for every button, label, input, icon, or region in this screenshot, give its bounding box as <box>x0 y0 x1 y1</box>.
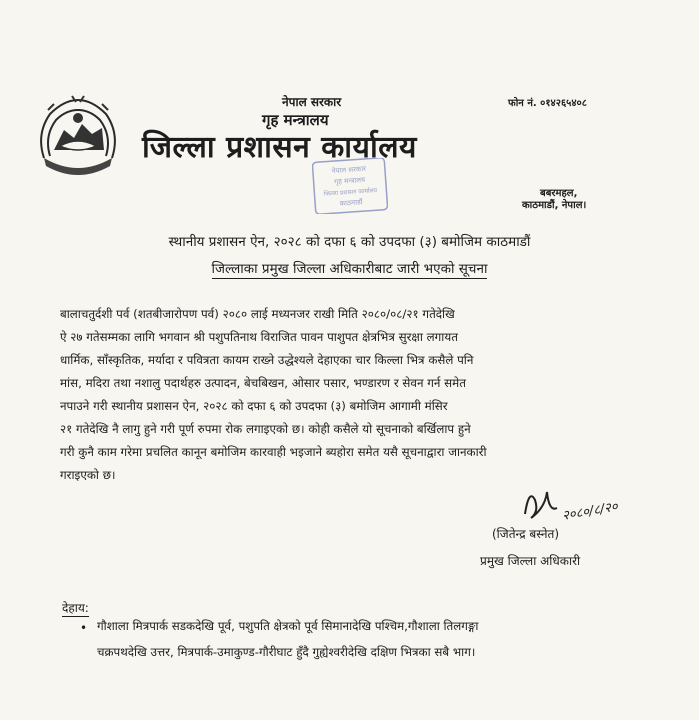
notice-heading-2-text: जिल्लाका प्रमुख जिल्ला अधिकारीबाट जारी भएको सूचना <box>211 261 488 277</box>
stamp-text-4: काठमाडौं <box>339 198 363 208</box>
body-line: गराइएको छ। <box>60 468 116 482</box>
signer-title: प्रमुख जिल्ला अधिकारी <box>480 554 581 568</box>
body-line: २१ गतेदेखि नै लागु हुने गरी पूर्ण रुपमा रोक लगाइएको छ। कोही कसैले यो सूचनाको बर्खिलाप हुने <box>60 422 471 436</box>
body-line: बालाचतुर्दशी पर्व (शतबीजारोपण पर्व) २०८० लाई मध्यनजर राखी मिति २०८०/०८/२१ गतेदेखि <box>60 307 455 321</box>
boundary-label: देहाय: <box>62 601 89 615</box>
notice-heading-1: स्थानीय प्रशासन ऐन, २०२८ को दफा ६ को उपदफा (३) बमोजिम काठमाडौं <box>168 234 531 250</box>
signature <box>505 478 655 528</box>
boundary-line-1: गौशाला मित्रपार्क सडकदेखि पूर्व, पशुपति क्षेत्रको पूर्व सिमानादेखि पश्चिम,गौशाला तिलगङ्गा <box>97 619 479 633</box>
address-line-1: बबरमहल, <box>540 188 578 199</box>
body-line: धार्मिक, साँस्कृतिक, मर्यादा र पवित्रता कायम राख्ने उद्धेश्यले देहाएका चार किल्ला भित्र कसैले पनि <box>60 353 474 367</box>
body-line: ऐ २७ गतेसम्मका लागि भगवान श्री पशुपतिनाथ विराजित पावन पाशुपत क्षेत्रभित्र सुरक्षा लगायत <box>60 330 458 344</box>
stamp-text-3: जिल्ला प्रशासन कार्यालय <box>323 187 378 198</box>
body-line: मांस, मदिरा तथा नशालु पदार्थहरु उत्पादन, बेचबिखन, ओसार पसार, भण्डारण र सेवन गर्न समेत <box>60 376 466 390</box>
notice-heading-2 <box>0 259 699 277</box>
address-line-2: काठमाडौं, नेपाल। <box>522 200 587 211</box>
boundary-line-2: चक्रपथदेखि उत्तर, मित्रपार्क-उमाकुण्ड-गौरीघाट हुँदै गुह्येश्वरीदेखि दक्षिण भित्रका सबै भाग। <box>97 645 476 659</box>
signature-date: २०८०/८/२० <box>561 499 619 524</box>
stamp-text-2: गृह मन्त्रालय <box>333 175 366 187</box>
government-name: नेपाल सरकार <box>282 95 342 109</box>
bullet-icon: • <box>80 621 88 635</box>
nepal-emblem-icon <box>30 88 126 184</box>
body-line: नपाउने गरी स्थानीय प्रशासन ऐन, २०२८ को दफा ६ को उपदफा (३) बमोजिम आगामी मंसिर <box>60 399 448 413</box>
signer-name: (जितेन्द्र बस्नेत) <box>492 527 560 541</box>
ministry-name: गृह मन्त्रालय <box>262 111 329 129</box>
body-line: गरी कुनै काम गरेमा प्रचलित कानून बमोजिम कारवाही भइजाने ब्यहोरा समेत यसै सूचनाद्वारा जानकारी <box>60 445 487 459</box>
office-title: जिल्ला प्रशासन कार्यालय <box>142 130 417 165</box>
stamp-text-1: नेपाल सरकार <box>331 164 367 176</box>
office-stamp <box>312 158 388 214</box>
phone-number: फोन नं. ०१४२६५४०८ <box>508 98 587 109</box>
